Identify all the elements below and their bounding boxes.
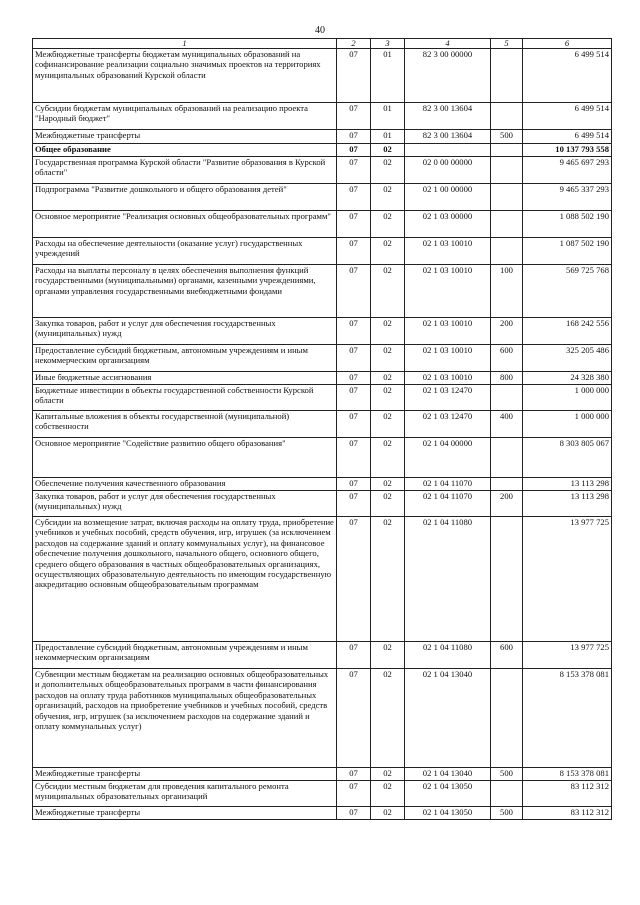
table-row bbox=[33, 669, 612, 768]
cell-section: 07 bbox=[337, 438, 371, 478]
cell-amount: 168 242 556 bbox=[523, 318, 612, 345]
table-row bbox=[33, 768, 612, 781]
table-row bbox=[33, 517, 612, 642]
cell-amount: 1 000 000 bbox=[523, 411, 612, 438]
cell-target-article: 02 1 00 00000 bbox=[405, 184, 491, 211]
column-number-row bbox=[33, 39, 612, 49]
cell-subsection: 02 bbox=[371, 144, 405, 157]
cell-section: 07 bbox=[337, 517, 371, 642]
cell-expense-type: 100 bbox=[491, 265, 523, 318]
table-row bbox=[33, 642, 612, 669]
cell-name: Субсидии на возмещение затрат, включая расходы на оплату труда, приобретение учебников и учебных пособий, средств обучения, игр, игрушек (за исключением расходов на содержание зданий и оплату коммунальных услуг), на финансовое обеспечение получения дошкольного, начального общего, основного общего, среднего общего образования в частных общеобразовательных организациях, осуществляющих образовательную деятельность по имеющим государственную аккредитацию основным общеобразовательным программам bbox=[33, 517, 337, 642]
cell-name: Общее образование bbox=[33, 144, 337, 157]
table-row bbox=[33, 345, 612, 372]
cell-target-article: 02 1 04 11080 bbox=[405, 642, 491, 669]
cell-target-article: 82 3 00 13604 bbox=[405, 130, 491, 144]
cell-target-article bbox=[405, 144, 491, 157]
cell-section: 07 bbox=[337, 211, 371, 238]
cell-section: 07 bbox=[337, 478, 371, 491]
cell-expense-type bbox=[491, 184, 523, 211]
cell-subsection: 02 bbox=[371, 781, 405, 807]
cell-name: Расходы на выплаты персоналу в целях обеспечения выполнения функций государственными (муниципальными) органами, казенными учреждениями, органами управления государственными внебюджетными фондами bbox=[33, 265, 337, 318]
cell-expense-type: 200 bbox=[491, 318, 523, 345]
cell-expense-type: 500 bbox=[491, 768, 523, 781]
cell-subsection: 02 bbox=[371, 642, 405, 669]
table-row bbox=[33, 265, 612, 318]
cell-amount: 569 725 768 bbox=[523, 265, 612, 318]
cell-name: Межбюджетные трансферты bbox=[33, 130, 337, 144]
cell-section: 07 bbox=[337, 642, 371, 669]
cell-amount: 6 499 514 bbox=[523, 103, 612, 130]
cell-target-article: 02 1 04 13050 bbox=[405, 807, 491, 820]
cell-amount: 24 328 380 bbox=[523, 372, 612, 385]
cell-section: 07 bbox=[337, 184, 371, 211]
cell-expense-type bbox=[491, 144, 523, 157]
table-row bbox=[33, 491, 612, 517]
cell-target-article: 02 1 03 10010 bbox=[405, 318, 491, 345]
cell-section: 07 bbox=[337, 238, 371, 265]
cell-section: 07 bbox=[337, 781, 371, 807]
cell-amount: 9 465 337 293 bbox=[523, 184, 612, 211]
cell-expense-type bbox=[491, 103, 523, 130]
cell-name: Субсидии бюджетам муниципальных образований на реализацию проекта "Народный бюджет" bbox=[33, 103, 337, 130]
table-row bbox=[33, 144, 612, 157]
cell-subsection: 02 bbox=[371, 411, 405, 438]
table-row bbox=[33, 478, 612, 491]
cell-target-article: 02 1 04 11070 bbox=[405, 491, 491, 517]
cell-expense-type bbox=[491, 157, 523, 184]
budget-table bbox=[32, 38, 612, 820]
cell-expense-type: 400 bbox=[491, 411, 523, 438]
cell-name: Бюджетные инвестиции в объекты государственной собственности Курской области bbox=[33, 385, 337, 411]
cell-name: Межбюджетные трансферты bbox=[33, 768, 337, 781]
cell-section: 07 bbox=[337, 318, 371, 345]
cell-target-article: 02 1 03 12470 bbox=[405, 385, 491, 411]
cell-amount: 6 499 514 bbox=[523, 49, 612, 103]
cell-name: Предоставление субсидий бюджетным, автономным учреждениям и иным некоммерческим организациям bbox=[33, 642, 337, 669]
cell-name: Основное мероприятие "Содействие развитию общего образования" bbox=[33, 438, 337, 478]
cell-name: Иные бюджетные ассигнования bbox=[33, 372, 337, 385]
cell-name: Закупка товаров, работ и услуг для обеспечения государственных (муниципальных) нужд bbox=[33, 491, 337, 517]
cell-subsection: 02 bbox=[371, 372, 405, 385]
cell-target-article: 02 1 03 10010 bbox=[405, 372, 491, 385]
cell-target-article: 02 1 04 11070 bbox=[405, 478, 491, 491]
cell-name: Межбюджетные трансферты бюджетам муниципальных образований на софинансирование реализации социально значимых проектов на территориях муниципальных образований Курской области bbox=[33, 49, 337, 103]
cell-name: Закупка товаров, работ и услуг для обеспечения государственных (муниципальных) нужд bbox=[33, 318, 337, 345]
cell-subsection: 02 bbox=[371, 478, 405, 491]
cell-amount: 10 137 793 558 bbox=[523, 144, 612, 157]
cell-amount: 13 113 298 bbox=[523, 491, 612, 517]
cell-name: Субсидии местным бюджетам для проведения капитального ремонта муниципальных образовательных организаций bbox=[33, 781, 337, 807]
cell-amount: 8 153 378 081 bbox=[523, 768, 612, 781]
cell-section: 07 bbox=[337, 157, 371, 184]
table-row bbox=[33, 157, 612, 184]
cell-subsection: 02 bbox=[371, 318, 405, 345]
table-row bbox=[33, 372, 612, 385]
cell-amount: 13 977 725 bbox=[523, 517, 612, 642]
cell-subsection: 02 bbox=[371, 491, 405, 517]
table-row bbox=[33, 211, 612, 238]
cell-expense-type bbox=[491, 49, 523, 103]
cell-subsection: 02 bbox=[371, 438, 405, 478]
cell-subsection: 02 bbox=[371, 345, 405, 372]
cell-subsection: 01 bbox=[371, 103, 405, 130]
cell-subsection: 02 bbox=[371, 517, 405, 642]
cell-expense-type: 600 bbox=[491, 345, 523, 372]
table-row bbox=[33, 49, 612, 103]
cell-amount: 8 153 378 081 bbox=[523, 669, 612, 768]
cell-expense-type: 800 bbox=[491, 372, 523, 385]
cell-target-article: 02 1 04 13040 bbox=[405, 669, 491, 768]
cell-subsection: 02 bbox=[371, 211, 405, 238]
cell-target-article: 02 1 03 12470 bbox=[405, 411, 491, 438]
cell-section: 07 bbox=[337, 130, 371, 144]
cell-subsection: 02 bbox=[371, 157, 405, 184]
cell-amount: 13 977 725 bbox=[523, 642, 612, 669]
cell-section: 07 bbox=[337, 385, 371, 411]
cell-subsection: 01 bbox=[371, 130, 405, 144]
cell-name: Предоставление субсидий бюджетным, автономным учреждениям и иным некоммерческим организациям bbox=[33, 345, 337, 372]
table-row bbox=[33, 411, 612, 438]
column-number-1: 1 bbox=[33, 39, 337, 49]
cell-section: 07 bbox=[337, 807, 371, 820]
table-row bbox=[33, 238, 612, 265]
cell-amount: 83 112 312 bbox=[523, 781, 612, 807]
cell-name: Расходы на обеспечение деятельности (оказание услуг) государственных учреждений bbox=[33, 238, 337, 265]
column-number-3: 3 bbox=[371, 39, 405, 49]
table-body bbox=[33, 49, 612, 820]
cell-target-article: 02 1 03 10010 bbox=[405, 265, 491, 318]
cell-expense-type: 600 bbox=[491, 642, 523, 669]
cell-amount: 1 087 502 190 bbox=[523, 238, 612, 265]
cell-name: Обеспечение получения качественного образования bbox=[33, 478, 337, 491]
cell-amount: 1 000 000 bbox=[523, 385, 612, 411]
cell-expense-type bbox=[491, 517, 523, 642]
cell-target-article: 82 3 00 13604 bbox=[405, 103, 491, 130]
cell-amount: 9 465 697 293 bbox=[523, 157, 612, 184]
page-number: 40 bbox=[315, 25, 325, 36]
cell-subsection: 02 bbox=[371, 669, 405, 768]
cell-subsection: 02 bbox=[371, 265, 405, 318]
column-number-2: 2 bbox=[337, 39, 371, 49]
cell-subsection: 02 bbox=[371, 768, 405, 781]
cell-subsection: 02 bbox=[371, 807, 405, 820]
table-row bbox=[33, 130, 612, 144]
cell-section: 07 bbox=[337, 768, 371, 781]
cell-section: 07 bbox=[337, 411, 371, 438]
cell-target-article: 02 1 04 13040 bbox=[405, 768, 491, 781]
cell-section: 07 bbox=[337, 265, 371, 318]
cell-expense-type bbox=[491, 211, 523, 238]
column-number-6: 6 bbox=[523, 39, 612, 49]
cell-expense-type bbox=[491, 385, 523, 411]
cell-target-article: 02 1 04 11080 bbox=[405, 517, 491, 642]
cell-subsection: 01 bbox=[371, 49, 405, 103]
table-row bbox=[33, 807, 612, 820]
cell-name: Межбюджетные трансферты bbox=[33, 807, 337, 820]
table-row bbox=[33, 385, 612, 411]
cell-section: 07 bbox=[337, 49, 371, 103]
cell-target-article: 02 1 03 10010 bbox=[405, 238, 491, 265]
cell-section: 07 bbox=[337, 669, 371, 768]
table-row bbox=[33, 103, 612, 130]
cell-expense-type bbox=[491, 781, 523, 807]
cell-amount: 6 499 514 bbox=[523, 130, 612, 144]
cell-section: 07 bbox=[337, 103, 371, 130]
table-row bbox=[33, 318, 612, 345]
cell-name: Субвенции местным бюджетам на реализацию основных общеобразовательных и дополнительных общеобразовательных программ в части финансирования расходов на оплату труда работников муниципальных общеобразовательных организаций, расходов на приобретение учебников и учебных пособий, средств обучения, игр, игрушек (за исключением расходов на содержание зданий и оплату коммунальных услуг) bbox=[33, 669, 337, 768]
cell-amount: 325 205 486 bbox=[523, 345, 612, 372]
cell-expense-type bbox=[491, 438, 523, 478]
cell-amount: 13 113 298 bbox=[523, 478, 612, 491]
cell-name: Подпрограмма "Развитие дошкольного и общего образования детей" bbox=[33, 184, 337, 211]
cell-expense-type: 500 bbox=[491, 807, 523, 820]
cell-target-article: 02 0 00 00000 bbox=[405, 157, 491, 184]
cell-amount: 83 112 312 bbox=[523, 807, 612, 820]
cell-section: 07 bbox=[337, 372, 371, 385]
cell-section: 07 bbox=[337, 144, 371, 157]
cell-name: Государственная программа Курской области "Развитие образования в Курской области" bbox=[33, 157, 337, 184]
cell-subsection: 02 bbox=[371, 184, 405, 211]
cell-section: 07 bbox=[337, 491, 371, 517]
cell-target-article: 02 1 04 00000 bbox=[405, 438, 491, 478]
cell-subsection: 02 bbox=[371, 385, 405, 411]
cell-subsection: 02 bbox=[371, 238, 405, 265]
column-number-5: 5 bbox=[491, 39, 523, 49]
column-number-4: 4 bbox=[405, 39, 491, 49]
table-row bbox=[33, 438, 612, 478]
table-row bbox=[33, 184, 612, 211]
cell-target-article: 02 1 04 13050 bbox=[405, 781, 491, 807]
cell-expense-type bbox=[491, 478, 523, 491]
cell-expense-type bbox=[491, 238, 523, 265]
cell-target-article: 82 3 00 00000 bbox=[405, 49, 491, 103]
cell-target-article: 02 1 03 00000 bbox=[405, 211, 491, 238]
cell-expense-type: 200 bbox=[491, 491, 523, 517]
table-row bbox=[33, 781, 612, 807]
cell-expense-type bbox=[491, 669, 523, 768]
cell-expense-type: 500 bbox=[491, 130, 523, 144]
cell-name: Основное мероприятие "Реализация основных общеобразовательных программ" bbox=[33, 211, 337, 238]
cell-amount: 1 088 502 190 bbox=[523, 211, 612, 238]
cell-name: Капитальные вложения в объекты государственной (муниципальной) собственности bbox=[33, 411, 337, 438]
cell-amount: 8 303 805 067 bbox=[523, 438, 612, 478]
cell-section: 07 bbox=[337, 345, 371, 372]
cell-target-article: 02 1 03 10010 bbox=[405, 345, 491, 372]
